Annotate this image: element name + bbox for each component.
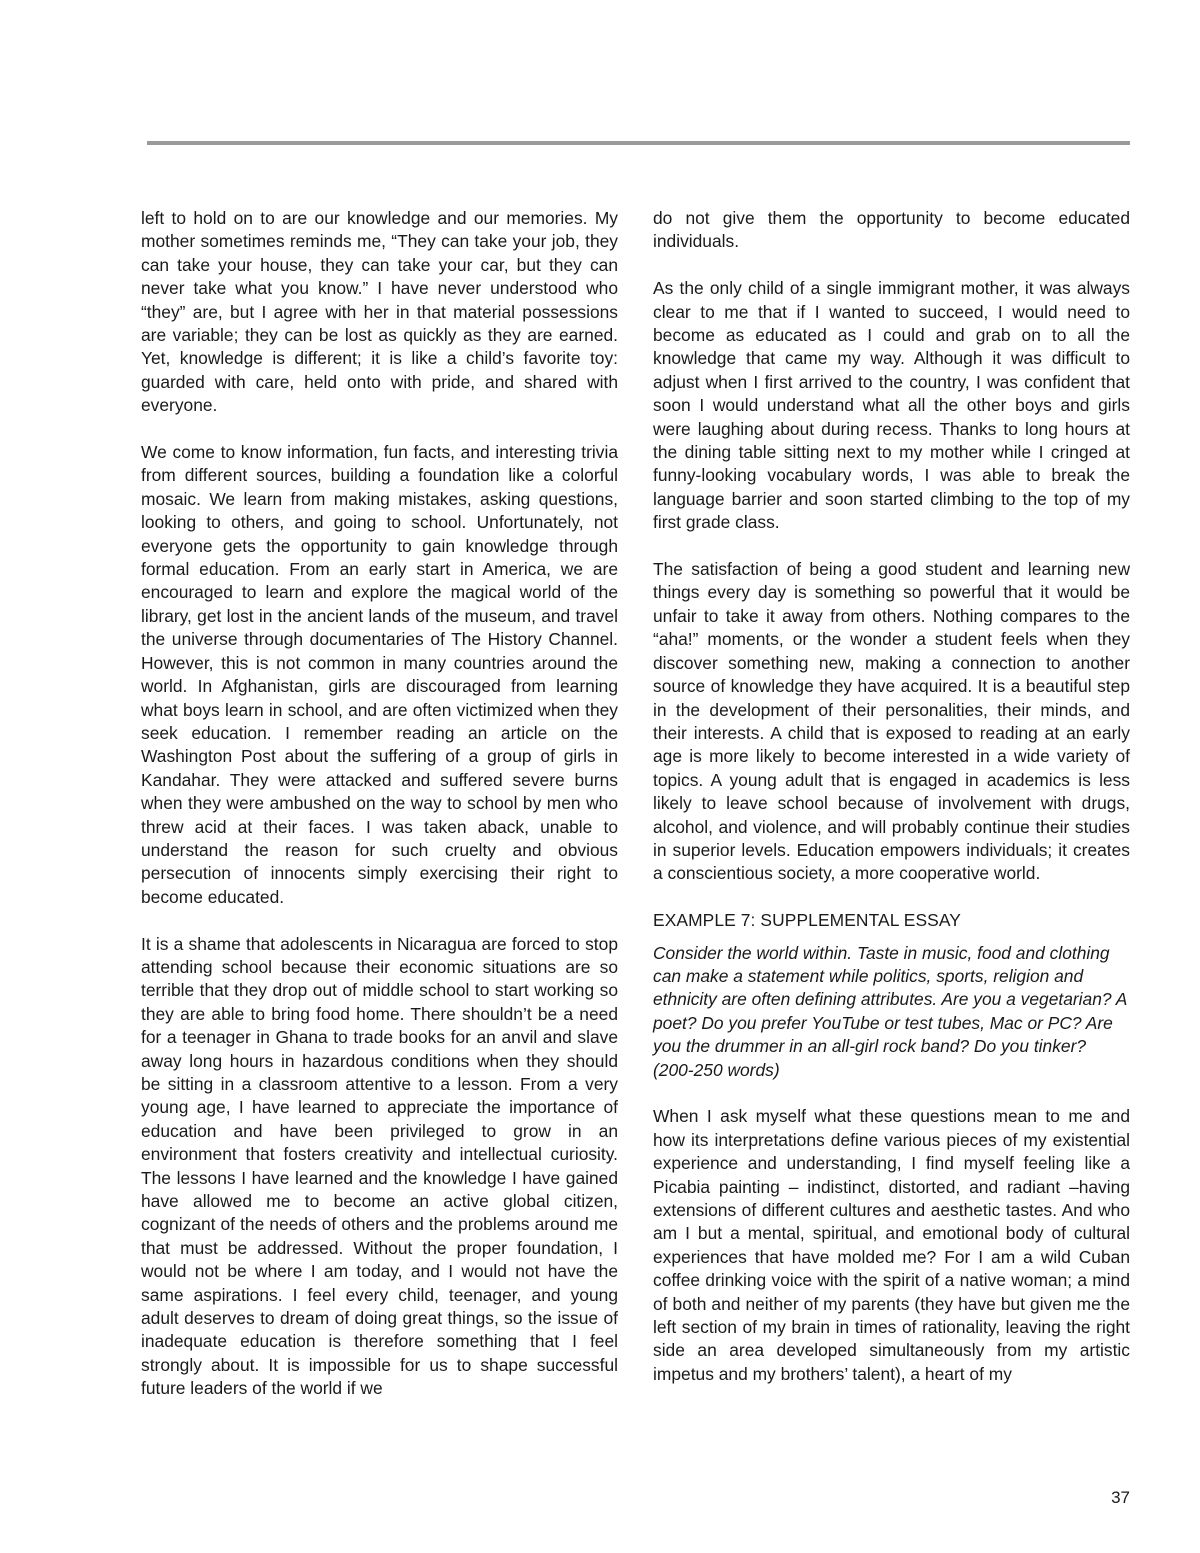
body-paragraph: The satisfaction of being a good student and learning new things every day is something so powerful that it would be unfair to take it away from others. Nothing compares to the “aha!” moments, or the wonder a student feels when they discover something new, making a connection to another source of knowledge they have acquired. It is a beautiful step in the development of their personalities, their minds, and their interests. A child that is exposed to reading at an early age is more likely to become interested in a wide variety of topics. A young adult that is engaged in academics is less likely to leave school because of involvement with drugs, alcohol, and violence, and will probably continue their studies in superior levels. Education empowers individuals; it creates a conscientious society, a more cooperative world.	[653, 559, 1130, 884]
section-heading: EXAMPLE 7: SUPPLEMENTAL ESSAY	[653, 910, 961, 931]
left-column	[141, 207, 618, 1401]
body-paragraph: do not give them the opportunity to become educated individuals.	[653, 208, 1130, 252]
body-paragraph: It is a shame that adolescents in Nicaragua are forced to stop attending school because their economic situations are so terrible that they drop out of middle school to start working so they are able to bring food home. There shouldn’t be a need for a teenager in Ghana to trade books for an anvil and slave away long hours in hazardous conditions when they should be sitting in a classroom attentive to a lesson. From a very young age, I have learned to appreciate the importance of education and have been privileged to grow in an environment that fosters creativity and intellectual curiosity. The lessons I have learned and the knowledge I have gained have allowed me to become an active global citizen, cognizant of the needs of others and the problems around me that must be addressed. Without the proper foundation, I would not be where I am today, and I would not have the same aspirations. I feel every child, teenager, and young adult deserves to dream of doing great things, so the issue of inadequate education is therefore something that I feel strongly about. It is impossible for us to shape successful future leaders of the world if we	[141, 933, 618, 1399]
body-paragraph: As the only child of a single immigrant mother, it was always clear to me that if I wanted to succeed, I would need to become as educated as I could and grab on to all the knowledge that came my way. Although it was difficult to adjust when I first arrived to the country, I was confident that soon I would understand what all the other boys and girls were laughing about during recess. Thanks to long hours at the dining table sitting next to my mother while I cringed at funny-looking vocabulary words, I was able to break the language barrier and soon started climbing to the top of my first grade class.	[653, 278, 1130, 533]
header-rule	[147, 141, 1130, 145]
essay-paragraph: When I ask myself what these questions mean to me and how its interpretations define various pieces of my existential experience and understanding, I find myself feeling like a Picabia painting – indistinct, distorted, and radiant –having extensions of different cultures and aesthetic tastes. And who am I but a mental, spiritual, and emotional body of cultural experiences that have molded me? For I am a wild Cuban coffee drinking voice with the spirit of a native woman; a mind of both and neither of my parents (they have but given me the left section of my brain in times of rationality, leaving the right side an area developed simultaneously from my artistic impetus and my brothers’ talent), a heart of my	[653, 1106, 1130, 1384]
page-number: 37	[1111, 1488, 1130, 1507]
right-column	[653, 207, 1130, 1386]
body-paragraph: We come to know information, fun facts, and interesting trivia from different sources, building a foundation like a colorful mosaic. We learn from making mistakes, asking questions, looking to others, and going to school. Unfortunately, not everyone gets the opportunity to gain knowledge through formal education. From an early start in America, we are encouraged to learn and explore the magical world of the library, get lost in the ancient lands of the museum, and travel the universe through documentaries of The History Channel. However, this is not common in many countries around the world. In Afghanistan, girls are discouraged from learning what boys learn in school, and are often victimized when they seek education. I remember reading an article on the Washington Post about the suffering of a group of girls in Kandahar. They were attacked and suffered severe burns when they were ambushed on the way to school by men who threw acid at their faces. I was taken aback, unable to understand the reason for such cruelty and obvious persecution of innocents simply exercising their right to become educated.	[141, 442, 618, 907]
essay-prompt: Consider the world within. Taste in music, food and clothing can make a statement while politics, sports, religion and ethnicity are often defining attributes. Are you a vegetarian? A poet? Do you prefer YouTube or test tubes, Mac or PC? Are you the drummer in an all-girl rock band? Do you tinker? (200-250 words)	[653, 942, 1127, 1080]
body-paragraph: left to hold on to are our knowledge and our memories. My mother sometimes reminds me, “They can take your job, they can take your house, they can take your car, but they can never take what you know.” I have never understood who “they” are, but I agree with her in that material possessions are variable; they can be lost as quickly as they are earned. Yet, knowledge is different; it is like a child’s favorite toy: guarded with care, held onto with pride, and shared with everyone.	[141, 208, 618, 416]
